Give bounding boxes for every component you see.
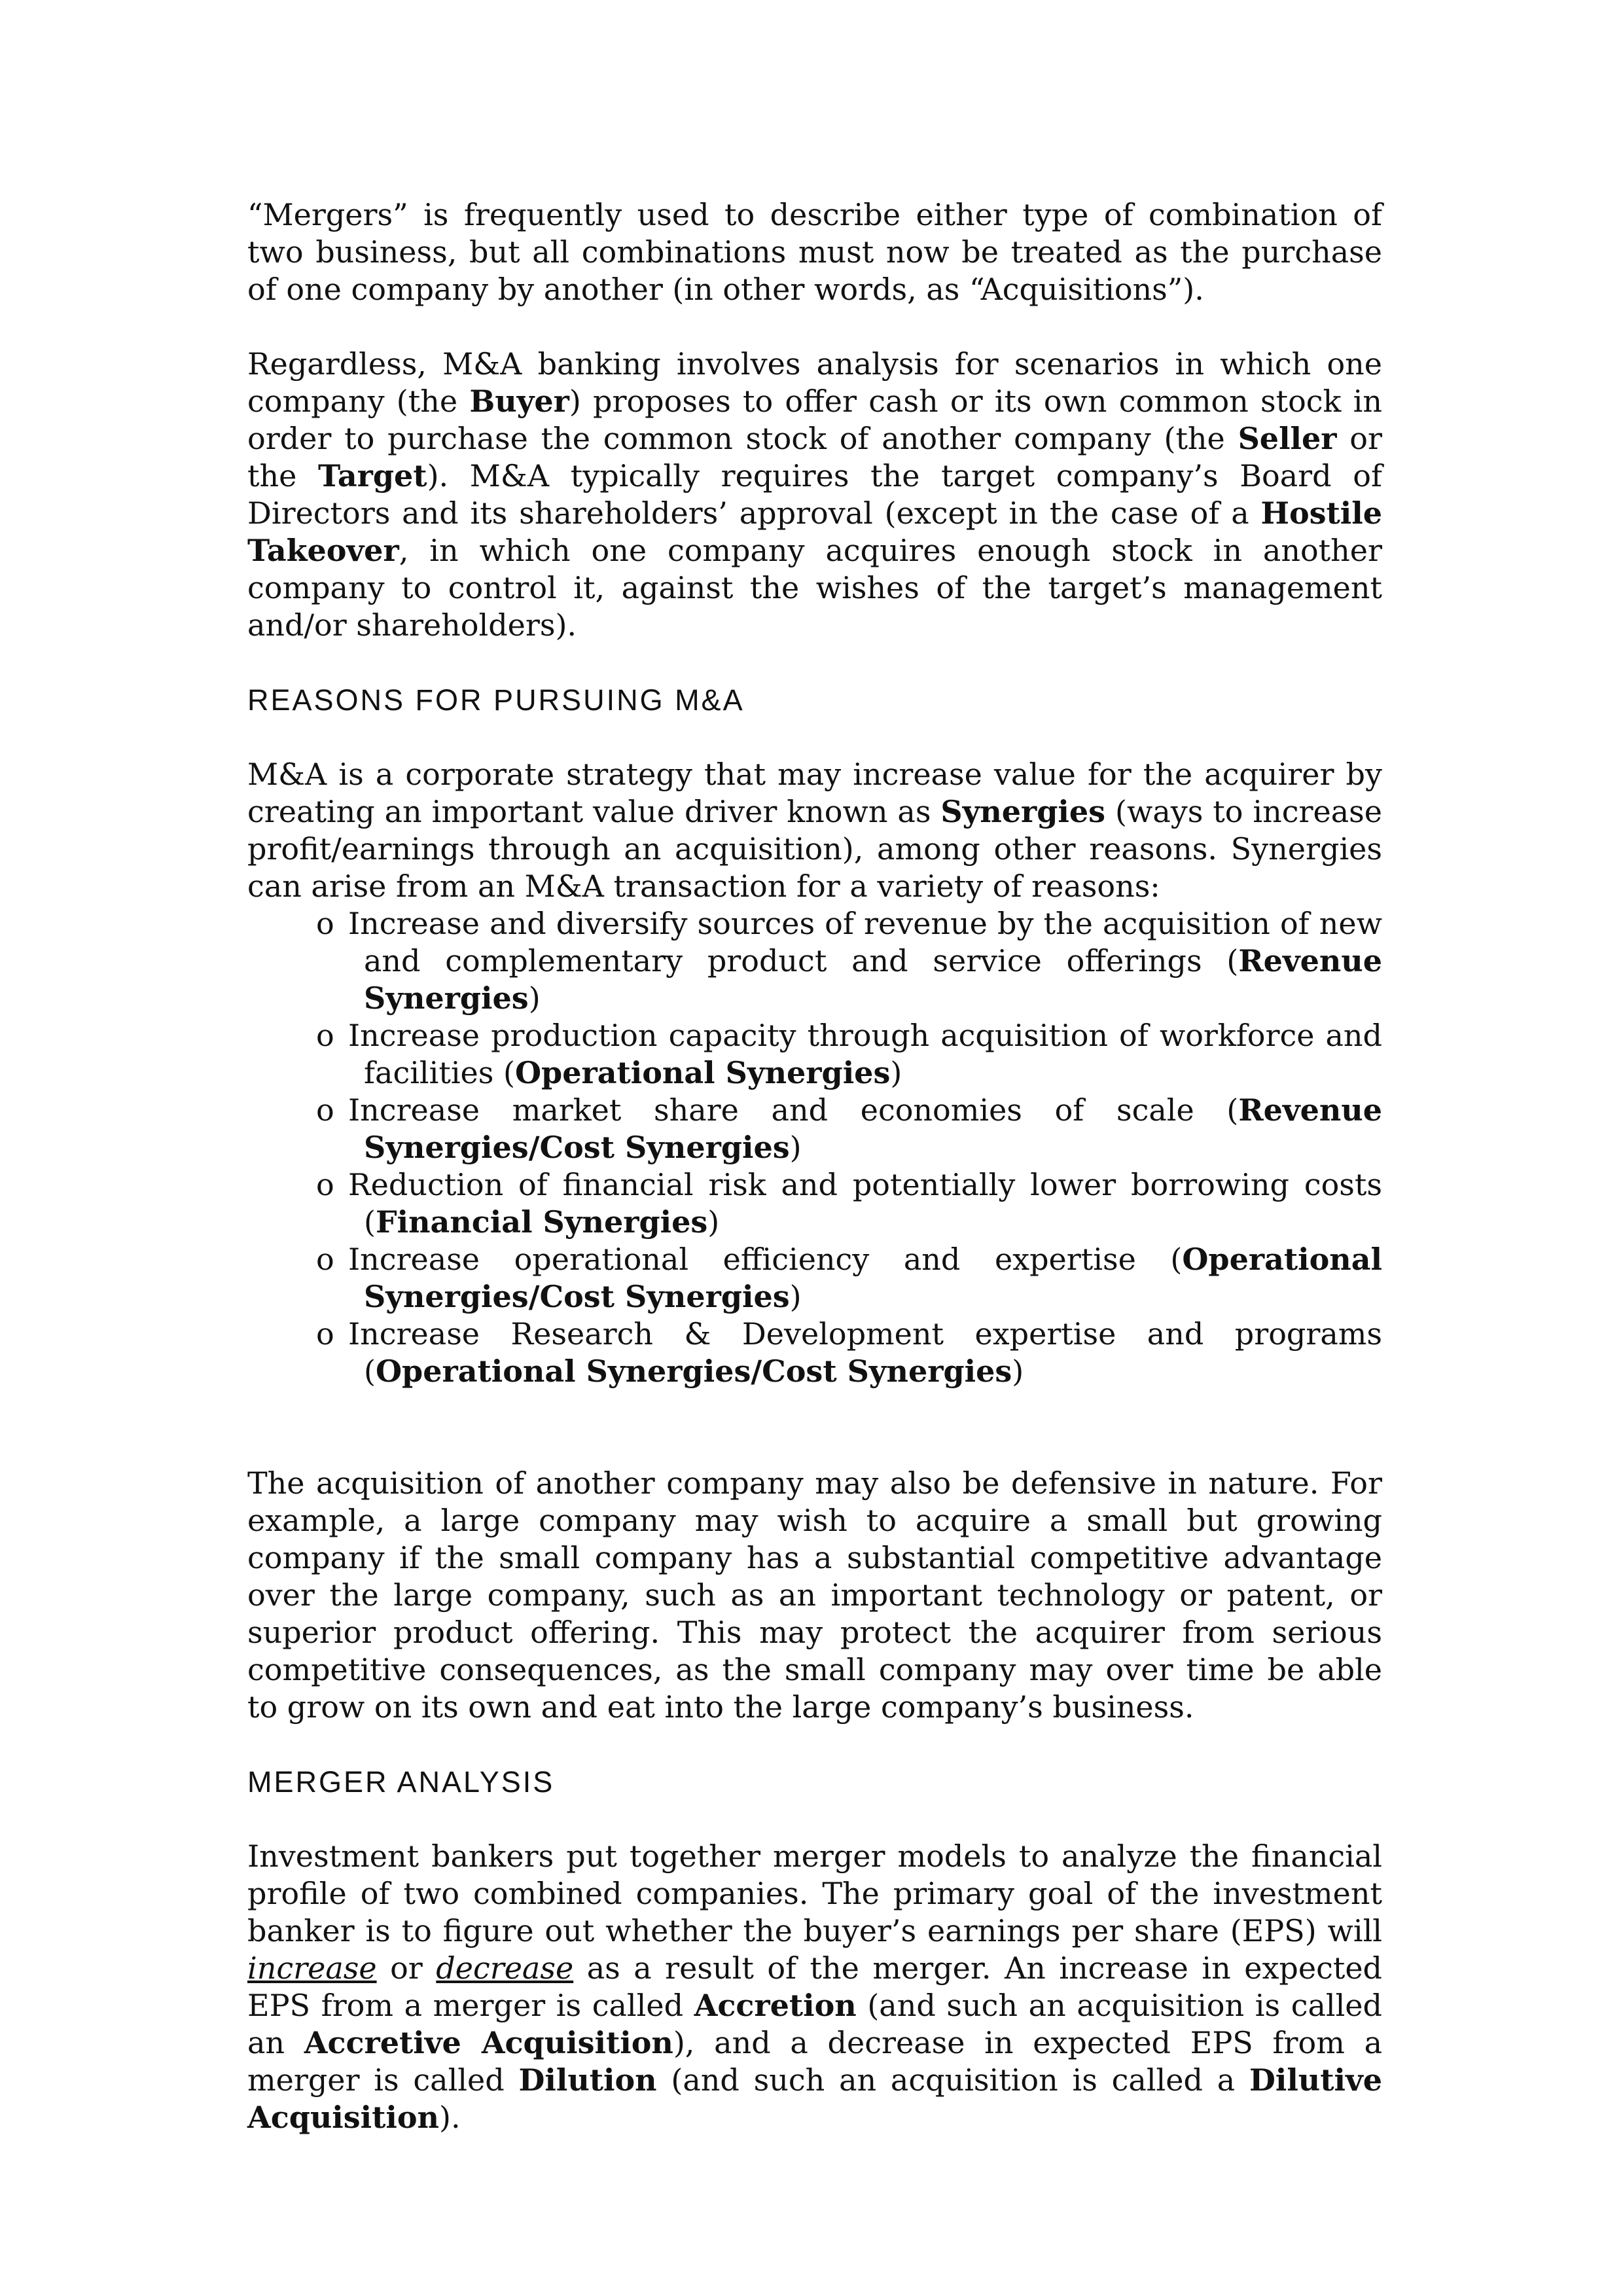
text: Increase Research & Development expertise and programs ( [348,1316,1382,1389]
term-buyer: Buyer [469,384,569,419]
text: ) [890,1055,902,1090]
document-page [247,196,1382,2174]
paragraph-mergers-definition [247,196,1382,308]
bullet-marker: o [316,1018,334,1053]
section-heading-reasons: REASONS FOR PURSUING M&A [247,683,745,717]
list-item [247,1166,1382,1241]
term-accretion: Accretion [694,1988,857,2023]
term-synergies: Synergies [940,794,1106,829]
term-seller: Seller [1238,421,1337,456]
text: Regardless, M&A banking involves analysis for scenarios in which one company (the [247,346,1382,419]
bullet-marker: o [316,906,334,941]
section-heading-merger-analysis: MERGER ANALYSIS [247,1765,555,1799]
text: ) [1012,1354,1024,1389]
text: ) [789,1279,802,1314]
text: ) [707,1204,720,1240]
text: Increase production capacity through acquisition of workforce and facilities ( [348,1018,1382,1090]
synergy-reasons-list [247,905,1382,1390]
list-item [247,1092,1382,1166]
term-dilutive-acquisition: Dilutive Acquisition [247,2062,1382,2135]
text: Reduction of financial risk and potentially lower borrowing costs ( [348,1167,1382,1240]
paragraph-merger-models [247,1838,1382,2136]
term: Revenue Synergies/Cost Synergies [364,1092,1382,1165]
term: Financial Synergies [375,1204,708,1240]
list-item [247,1017,1382,1092]
text: M&A is a corporate strategy that may increase value for the acquirer by creating an important value driver known as [247,757,1382,829]
text: ) proposes to offer cash or its own common stock in order to purchase the common stock of another company (the [247,384,1382,456]
text: Increase and diversify sources of revenue by the acquisition of new and complementary product and service offerings ( [348,906,1382,978]
emphasis-decrease: decrease [436,1950,574,1986]
paragraph-ma-banking [247,346,1382,644]
term: Operational Synergies [514,1055,891,1090]
term-dilution: Dilution [518,2062,657,2098]
list-item [247,905,1382,1017]
bullet-marker: o [316,1242,334,1277]
bullet-marker: o [316,1092,334,1128]
paragraph-defensive-acquisition [247,1465,1382,1726]
text: (and such an acquisition is called an [247,1988,1382,2060]
text: ) [789,1130,802,1165]
term-hostile-takeover: Hostile Takeover [247,495,1382,568]
bullet-marker: o [316,1316,334,1352]
text: Increase operational efficiency and expertise ( [348,1242,1183,1277]
text: ) [528,980,541,1016]
term: Operational Synergies/Cost Synergies [364,1242,1382,1314]
text: (ways to increase profit/earnings through an acquisition), among other reasons. Synergies can arise from an M&A transaction for a variety of reasons: [247,794,1382,904]
term-target: Target [318,458,427,493]
term-accretive-acquisition: Accretive Acquisition [304,2025,673,2060]
text: , in which one company acquires enough stock in another company to control it, against the wishes of the target’s management and/or shareholders). [247,533,1382,643]
text: (and such an acquisition is called a [656,2062,1249,2098]
text: Investment bankers put together merger models to analyze the financial profile of two combined companies. The primary goal of the investment banker is to figure out whether the buyer’s earnings per share (EPS) will [247,1839,1382,1948]
text: ), and a decrease in expected EPS from a merger is called [247,2025,1382,2098]
text: or [376,1950,437,1986]
text: The acquisition of another company may also be defensive in nature. For example, a large company may wish to acquire a small but growing company if the small company has a substantial competitive advantage over the large company, such as an important technology or patent, or superior product offering. This may protect the acquirer from serious competitive consequences, as the small company may over time be able to grow on its own and eat into the large company’s business. [247,1465,1382,1725]
term: Revenue Synergies [364,943,1382,1016]
bullet-marker: o [316,1167,334,1202]
text: Increase market share and economies of scale ( [348,1092,1239,1128]
text: as a result of the merger. An increase in expected EPS from a merger is called [247,1950,1382,2023]
list-item [247,1316,1382,1390]
paragraph-synergies-intro [247,756,1382,905]
emphasis-increase: increase [247,1950,377,1986]
term: Operational Synergies/Cost Synergies [375,1354,1012,1389]
list-item [247,1241,1382,1316]
text: “Mergers” is frequently used to describe either type of combination of two business, but all combinations must now be treated as the purchase of one company by another (in other words, as “Acquisitions”). [247,197,1382,307]
text: ). M&A typically requires the target company’s Board of Directors and its shareholders’ approval (except in the case of a [247,458,1382,531]
text: ). [439,2100,461,2135]
text: or the [247,421,1382,493]
